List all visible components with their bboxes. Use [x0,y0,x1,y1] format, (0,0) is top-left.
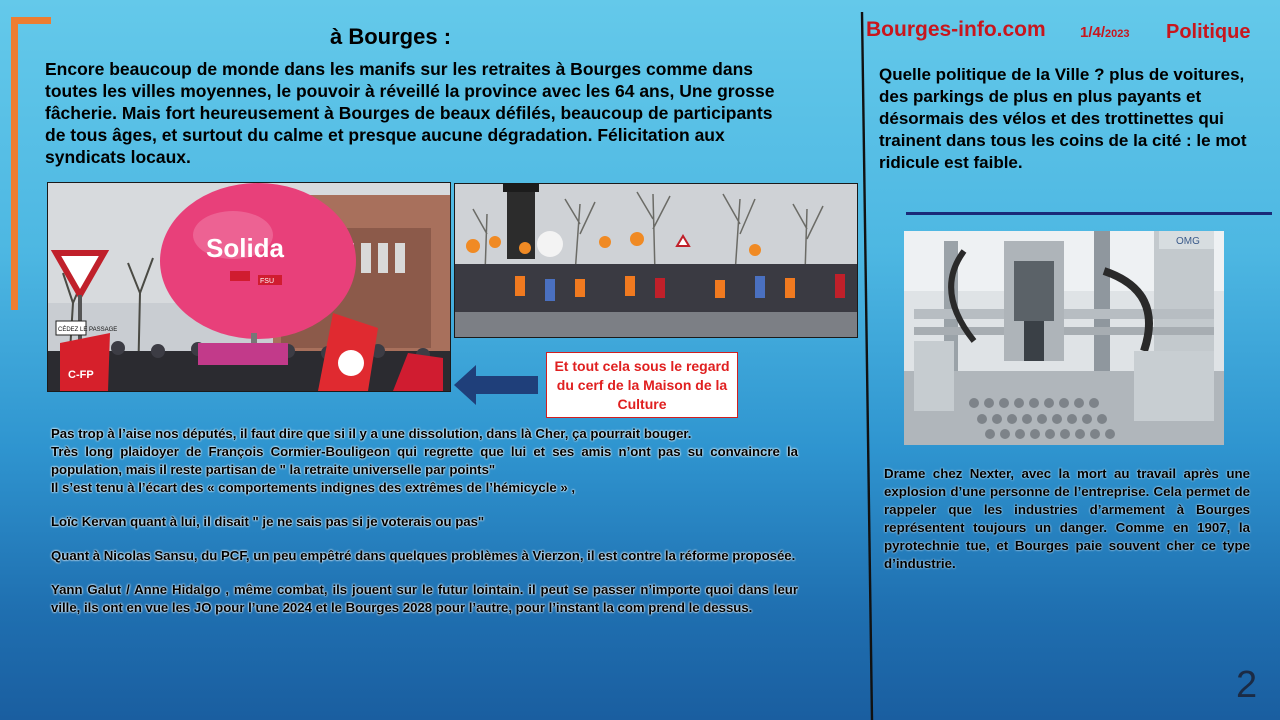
paragraph-deputes: Pas trop à l’aise nos députés, il faut dire que si il y a une dissolution, dans là Cher, ça pourrait bouger. [51,426,692,441]
spacer [51,497,798,513]
politics-text-block [51,425,798,617]
spacer [51,565,798,581]
nexter-paragraph: Drame chez Nexter, avec la mort au travail après une explosion d’une personne de l’entreprise. Cela permet de rappeler que les industries d’armement à Bourges représentent toujours un danger. Comme en 1907, la pyrotechnie tue, et Bourges paie souvent cher ce type d’industrie. [884,466,1250,571]
section-label: Politique [1166,21,1251,43]
machine-label: OMG [1176,236,1200,247]
vertical-divider [860,12,874,720]
date-year: 2023 [1105,28,1130,40]
paragraph-hemicycle: Il s’est tenu à l’écart des « comportements indignes des extrêmes de l’hémicycle » , [51,480,576,495]
road-sign-text: CÉDEZ LE PASSAGE [58,327,118,333]
publication-date [1080,24,1130,41]
arrow-left-icon [452,363,540,407]
horizontal-rule [906,212,1272,215]
balloon-flag-text: FSU [260,278,274,285]
city-policy-paragraph: Quelle politique de la Ville ? plus de voitures, des parkings de plus en plus payants et désormais des vélos et des trottinettes qui trainent dans tous les coins de la cité : le mot ridicule est faible. [879,65,1247,172]
paragraph-galut-hidalgo: Yann Galut / Anne Hidalgo , même combat, ils jouent sur le futur lointain. il peut se passer n’importe quoi dans leur ville, ils ont en vue les JO pour l’une 2024 et le Bourges 2028 pour l’autre, pour l’instant la com prend le dessus. [51,582,798,615]
photo-crowd-gathering [454,183,858,338]
paragraph-cormier-bouligeon: Très long plaidoyer de François Cormier-Bouligeon qui regrette que lui et ses amis n’ont pas su convaincre la population, mais il reste partisan de " la retraite universelle par points" [51,444,798,477]
intro-paragraph: Encore beaucoup de monde dans les manifs sur les retraites à Bourges comme dans toutes les villes moyennes, le pouvoir à réveillé la province avec les 64 ans, Une grosse fâcherie. Mais fort heureusement à Bourges de beaux défilés, beaucoup de participants de tous âges, et surtout du calme et presque aucune dégradation. Félicitation aux syndicats locaux. [45,59,775,167]
site-name: Bourges-info.com [866,18,1046,41]
photo-factory-machine [904,231,1224,445]
balloon-text: Solida [206,233,285,263]
paragraph-kervan: Loïc Kervan quant à lui, il disait " je ne sais pas si je voterais ou pas" [51,514,485,529]
caption-box-cerf: Et tout cela sous le regard du cerf de la Maison de la Culture [546,352,738,418]
banner-text: C-FP [68,369,94,381]
page-number: 2 [1236,664,1258,706]
paragraph-sansu: Quant à Nicolas Sansu, du PCF, un peu empêtré dans quelques problèmes à Vierzon, il est contre la réforme proposée. [51,548,796,563]
section-title: à Bourges : [330,24,452,49]
photo-protest-balloon [47,182,451,392]
date-day: 1/4/ [1080,24,1106,41]
spacer [51,531,798,547]
